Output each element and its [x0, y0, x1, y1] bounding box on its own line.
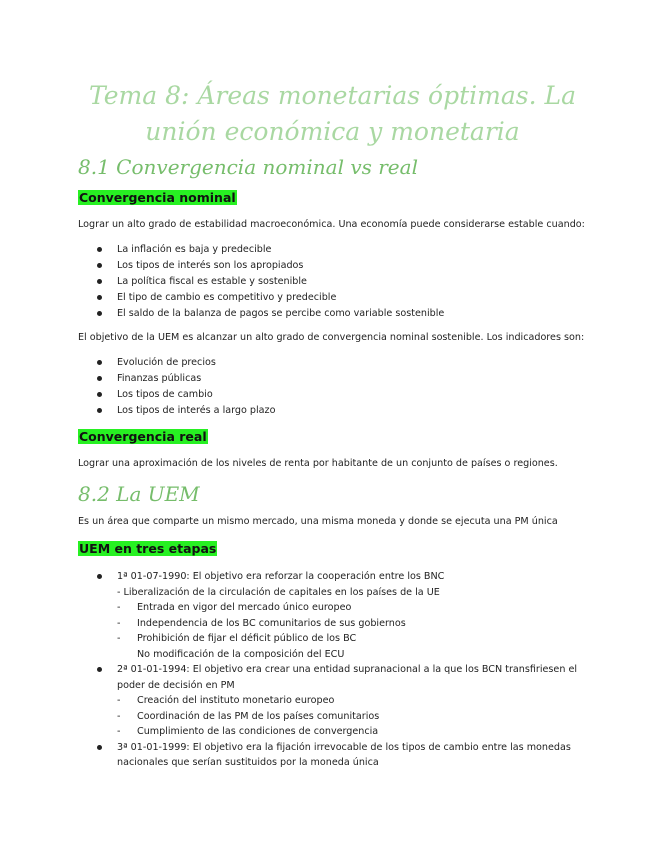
stage-1-dash-item: - Independencia de los BC comunitarios de sus gobiernos	[117, 616, 597, 632]
stage-1-text: 1ª 01-07-1990: El objetivo era reforzar la cooperación entre los BNC	[117, 571, 445, 582]
list-item: El saldo de la balanza de pagos se percibe como variable sostenible	[97, 306, 597, 322]
stage-3-text-line-1: 3ª 01-01-1999: El objetivo era la fijación irrevocable de los tipos de cambio entre las monedas	[117, 741, 571, 753]
list-stability-conditions	[97, 242, 597, 322]
subheading-uem-etapas: UEM en tres etapas	[79, 541, 217, 556]
list-item: Los tipos de interés a largo plazo	[97, 403, 597, 419]
list-item: El tipo de cambio es competitivo y predecible	[97, 290, 597, 306]
stage-1-item	[97, 569, 597, 662]
paragraph-nominal-intro: Lograr un alto grado de estabilidad macroeconómica. Una economía puede considerarse estable cuando:	[78, 219, 585, 230]
list-indicators	[97, 355, 597, 419]
list-uem-stages	[97, 569, 597, 771]
stage-2-text-line-1: 2ª 01-01-1994: El objetivo era crear una entidad supranacional a la que los BCN transfiriesen el	[117, 664, 578, 675]
subheading-convergencia-real: Convergencia real	[79, 429, 207, 444]
stage-2-item	[97, 662, 597, 740]
list-item: Evolución de precios	[97, 355, 597, 371]
stage-3-text-line-2: nacionales que serían sustituidos por la moneda única	[117, 757, 379, 768]
stage-2-dash-item: - Coordinación de las PM de los países comunitarios	[117, 709, 597, 725]
subheading-convergencia-nominal: Convergencia nominal	[79, 190, 236, 205]
stage-1-dash-item: - Prohibición de fijar el déficit público de los BC	[117, 631, 597, 647]
list-item: Finanzas públicas	[97, 371, 597, 387]
stage-3-item	[97, 740, 597, 771]
list-item: Los tipos de cambio	[97, 387, 597, 403]
stage-1-dash-item: - Entrada en vigor del mercado único europeo	[117, 600, 597, 616]
stage-2-text-line-2: poder de decisión en PM	[117, 679, 235, 691]
list-item: La política fiscal es estable y sostenible	[97, 274, 597, 290]
stage-2-dash-item: - Creación del instituto monetario europeo	[117, 693, 597, 709]
list-item: Los tipos de interés son los apropiados	[97, 258, 597, 274]
section-heading-convergencia: 8.1 Convergencia nominal vs real	[78, 155, 418, 179]
document-title-line-2: unión económica y monetaria	[145, 117, 520, 146]
paragraph-uem-objective: El objetivo de la UEM es alcanzar un alto grado de convergencia nominal sostenible. Los indicadores son:	[78, 332, 585, 343]
stage-1-subitem: - Liberalización de la circulación de capitales en los países de la UE	[117, 586, 440, 598]
list-item: La inflación es baja y predecible	[97, 242, 597, 258]
stage-1-note: No modificación de la composición del ECU	[137, 648, 345, 660]
document-title	[60, 78, 605, 150]
paragraph-real-definition: Lograr una aproximación de los niveles de renta por habitante de un conjunto de países o regiones.	[78, 458, 558, 469]
document-title-line-1: Tema 8: Áreas monetarias óptimas. La	[88, 81, 576, 110]
paragraph-uem-definition: Es un área que comparte un mismo mercado, una misma moneda y donde se ejecuta una PM única	[78, 516, 558, 527]
section-heading-uem: 8.2 La UEM	[78, 482, 200, 506]
stage-2-dash-item: - Cumplimiento de las condiciones de convergencia	[117, 724, 597, 740]
